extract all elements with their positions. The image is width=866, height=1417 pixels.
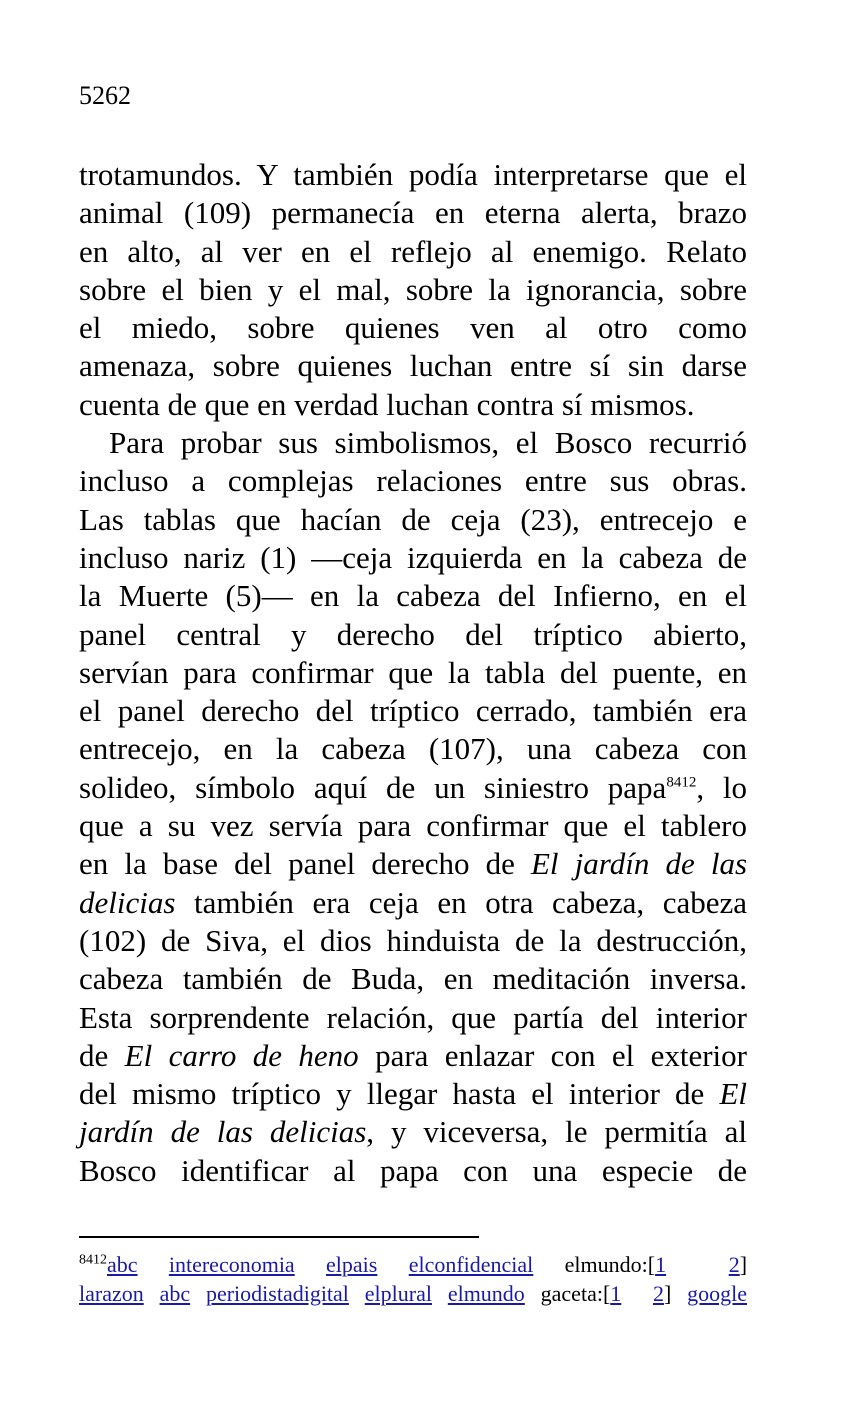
text-run: también era ceja en otra cabeza, cabeza xyxy=(175,884,747,920)
source-link[interactable]: 1 xyxy=(610,1281,622,1306)
text-line xyxy=(79,271,747,309)
footnote-item-group xyxy=(687,1281,747,1306)
text-line xyxy=(79,424,747,462)
footnote-line xyxy=(79,1279,747,1308)
source-label: gaceta:[ xyxy=(540,1281,611,1306)
text-line xyxy=(79,577,747,615)
text-run: panel central y derecho del tríptico abierto, xyxy=(79,616,747,652)
footnote-line xyxy=(79,1250,747,1279)
text-run: la Muerte (5)― en la cabeza del Infierno, en el xyxy=(79,578,747,614)
italic-title: jardín de las delicias xyxy=(79,1114,367,1150)
text-line xyxy=(79,194,747,232)
text-run: cabeza también de Buda, en meditación inversa. xyxy=(79,961,747,997)
footnote-item-group xyxy=(169,1252,295,1277)
paragraph xyxy=(79,156,747,424)
footnote-area xyxy=(79,1250,747,1308)
text-run: cuenta de que en verdad luchan contra sí mismos. xyxy=(79,386,695,422)
text-line xyxy=(79,692,747,730)
footnote-separator xyxy=(79,1236,479,1238)
source-link[interactable]: 1 xyxy=(655,1252,667,1277)
italic-title: El jardín de las xyxy=(531,846,748,882)
footnote-item-group xyxy=(107,1252,138,1277)
text-run: incluso nariz (1) ―ceja izquierda en la cabeza de xyxy=(79,539,747,575)
source-link[interactable]: periodistadigital xyxy=(205,1281,349,1306)
source-link[interactable]: elmundo xyxy=(447,1281,525,1306)
source-link[interactable]: elpais xyxy=(326,1252,378,1277)
text-run: incluso a complejas relaciones entre sus obras. xyxy=(79,463,747,499)
source-link[interactable]: larazon xyxy=(79,1281,144,1306)
text-line xyxy=(79,462,747,500)
text-line xyxy=(79,999,747,1037)
paragraph xyxy=(79,424,747,1190)
body-text xyxy=(79,156,747,1190)
text-run: Las tablas que hacían de ceja (23), entrecejo e xyxy=(79,501,747,537)
text-line xyxy=(79,156,747,194)
source-link[interactable]: google xyxy=(687,1281,748,1306)
text-run: servían para confirmar que la tabla del puente, en xyxy=(79,654,747,690)
footnote-item-group xyxy=(206,1281,349,1306)
text-line xyxy=(79,654,747,692)
text-run: el miedo, sobre quienes ven al otro como xyxy=(79,310,747,346)
text-run: (102) de Siva, el dios hinduista de la destrucción, xyxy=(79,922,747,958)
text-run: Para probar sus simbolismos, el Bosco recurrió xyxy=(109,425,747,461)
source-link[interactable]: elconfidencial xyxy=(408,1252,534,1277)
footnote-item-group xyxy=(365,1281,432,1306)
italic-title: El carro de heno xyxy=(124,1037,359,1073)
text-line xyxy=(79,309,747,347)
text-run: para enlazar con el exterior xyxy=(358,1037,747,1073)
text-line xyxy=(79,616,747,654)
text-line xyxy=(79,501,747,539)
source-link[interactable]: elplural xyxy=(364,1281,432,1306)
text-run: , y viceversa, le permitía al xyxy=(366,1114,747,1150)
page-number: 5262 xyxy=(79,81,131,110)
text-line xyxy=(79,1113,747,1151)
footnote-reference[interactable]: 8412 xyxy=(666,774,697,791)
text-line xyxy=(79,1152,747,1190)
text-run: solideo, símbolo aquí de un siniestro papa xyxy=(79,769,667,805)
text-run: sobre el bien y el mal, sobre la ignorancia, sobre xyxy=(79,271,747,307)
text-line xyxy=(79,884,747,922)
text-line xyxy=(79,386,747,424)
text-run: de xyxy=(79,1037,125,1073)
source-link[interactable]: abc xyxy=(159,1281,191,1306)
text-line xyxy=(79,845,747,883)
text-line xyxy=(79,807,747,845)
text-line xyxy=(79,960,747,998)
italic-title: delicias xyxy=(79,884,176,920)
text-run: en alto, al ver en el reflejo al enemigo. Relato xyxy=(79,233,747,269)
text-line xyxy=(79,769,747,807)
text-line xyxy=(79,1037,747,1075)
text-run: Bosco identificar al papa con una especie de xyxy=(79,1152,747,1188)
source-link[interactable]: 2 xyxy=(728,1252,740,1277)
footnote-item-group xyxy=(409,1252,534,1277)
source-link[interactable]: 2 xyxy=(652,1281,664,1306)
text-line xyxy=(79,730,747,768)
source-label: ] xyxy=(739,1252,748,1277)
footnote-item-group xyxy=(541,1281,672,1306)
italic-title: El xyxy=(719,1076,747,1112)
source-link[interactable]: abc xyxy=(107,1252,138,1277)
text-line xyxy=(79,1075,747,1113)
text-line xyxy=(79,539,747,577)
source-link[interactable]: intereconomia xyxy=(168,1252,295,1277)
footnote-item-group xyxy=(565,1252,747,1277)
source-label: ] xyxy=(663,1281,672,1306)
text-run: amenaza, sobre quienes luchan entre sí sin darse xyxy=(79,348,747,384)
text-run: el panel derecho del tríptico cerrado, también era xyxy=(79,693,747,729)
text-line xyxy=(79,922,747,960)
text-run: en la base del panel derecho de xyxy=(79,846,531,882)
text-run: que a su vez servía para confirmar que el tablero xyxy=(79,808,747,844)
text-line xyxy=(79,347,747,385)
source-label: elmundo:[ xyxy=(564,1252,656,1277)
text-run: , lo xyxy=(696,769,747,805)
text-run: trotamundos. Y también podía interpretarse que el xyxy=(79,157,747,192)
footnote-item-group xyxy=(160,1281,191,1306)
footnote-item-group xyxy=(326,1252,377,1277)
text-run: animal (109) permanecía en eterna alerta, brazo xyxy=(79,195,747,231)
footnote-item-group xyxy=(79,1281,144,1306)
text-line xyxy=(79,233,747,271)
footnote-item-group xyxy=(448,1281,525,1306)
footnote-mark: 8412 xyxy=(79,1252,107,1268)
text-run: Esta sorprendente relación, que partía del interior xyxy=(79,999,747,1035)
text-run: del mismo tríptico y llegar hasta el interior de xyxy=(79,1076,720,1112)
text-run: entrecejo, en la cabeza (107), una cabeza con xyxy=(79,731,747,767)
